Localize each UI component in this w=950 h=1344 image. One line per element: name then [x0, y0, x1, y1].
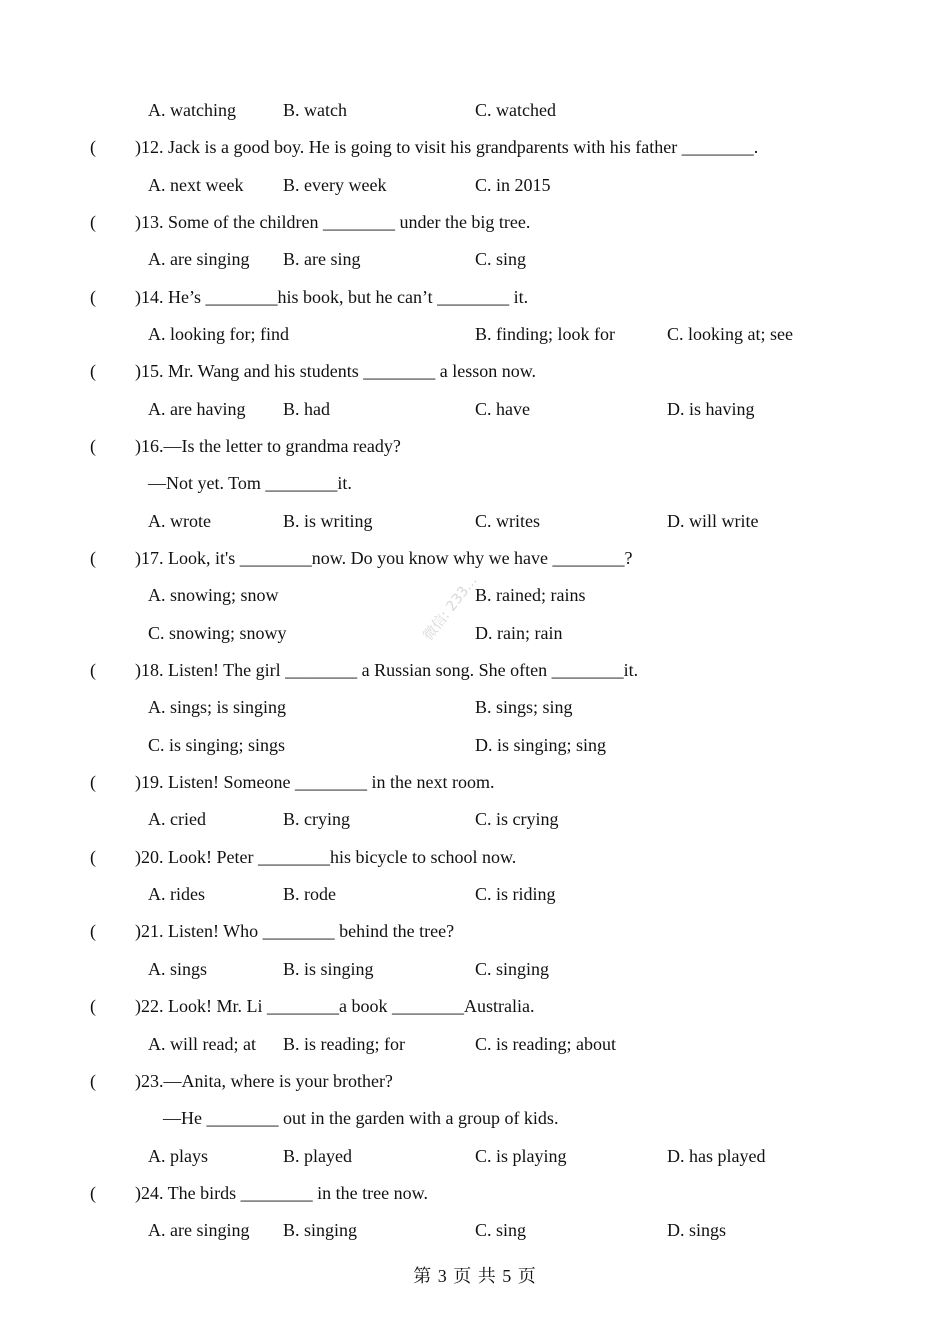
q22-option-b: B. is reading; for	[283, 1034, 405, 1054]
q11-option-c: C. watched	[475, 100, 556, 120]
q17-question: )17. Look, it's ________now. Do you know why we have ________?	[135, 548, 633, 568]
q11-option-a: A. watching	[148, 100, 236, 120]
q14-answer-paren[interactable]: (	[90, 287, 96, 307]
q15-option-b: B. had	[283, 399, 330, 419]
q14-option-c: C. looking at; see	[667, 324, 793, 344]
q13-option-b: B. are sing	[283, 249, 361, 269]
q16-option-b: B. is writing	[283, 511, 373, 531]
q12-answer-paren[interactable]: (	[90, 137, 96, 157]
q18-option-b: B. sings; sing	[475, 697, 573, 717]
q23-answer-paren[interactable]: (	[90, 1071, 96, 1091]
watermark: 微信: 233...	[420, 572, 481, 644]
q19-answer-paren[interactable]: (	[90, 772, 96, 792]
q14-option-a: A. looking for; find	[148, 324, 289, 344]
q24-option-b: B. singing	[283, 1220, 358, 1240]
q22-answer-paren[interactable]: (	[90, 996, 96, 1016]
q16-option-a: A. wrote	[148, 511, 211, 531]
q17-option-b: B. rained; rains	[475, 585, 586, 605]
q18-answer-paren[interactable]: (	[90, 660, 96, 680]
q16-answer-paren[interactable]: (	[90, 436, 96, 456]
q13-option-c: C. sing	[475, 249, 527, 269]
q15-option-a: A. are having	[148, 399, 246, 419]
q19-option-b: B. crying	[283, 809, 350, 829]
q21-answer-paren[interactable]: (	[90, 921, 96, 941]
q21-option-c: C. singing	[475, 959, 550, 979]
q22-option-c: C. is reading; about	[475, 1034, 616, 1054]
q17-answer-paren[interactable]: (	[90, 548, 96, 568]
q14-option-b: B. finding; look for	[475, 324, 615, 344]
q21-option-a: A. sings	[148, 959, 208, 979]
q15-option-d: D. is having	[667, 399, 755, 419]
q23-option-c: C. is playing	[475, 1146, 567, 1166]
q24-question: )24. The birds ________ in the tree now.	[135, 1183, 428, 1203]
q20-option-b: B. rode	[283, 884, 336, 904]
q24-option-c: C. sing	[475, 1220, 527, 1240]
q22-option-a: A. will read; at	[148, 1034, 256, 1054]
q19-question: )19. Listen! Someone ________ in the next room.	[135, 772, 495, 792]
q18-option-a: A. sings; is singing	[148, 697, 287, 717]
q19-option-a: A. cried	[148, 809, 206, 829]
q12-option-c: C. in 2015	[475, 175, 551, 195]
page-footer: 第 3 页 共 5 页	[413, 1266, 537, 1286]
q12-option-b: B. every week	[283, 175, 387, 195]
q21-option-b: B. is singing	[283, 959, 374, 979]
q23-dialogue-line: —He ________ out in the garden with a group of kids.	[163, 1108, 559, 1128]
q11-option-b: B. watch	[283, 100, 347, 120]
q17-option-a: A. snowing; snow	[148, 585, 279, 605]
q18-option-c: C. is singing; sings	[148, 735, 286, 755]
q20-option-c: C. is riding	[475, 884, 556, 904]
q18-option-d: D. is singing; sing	[475, 735, 607, 755]
q17-option-d: D. rain; rain	[475, 623, 563, 643]
q12-question: )12. Jack is a good boy. He is going to visit his grandparents with his father ________.	[135, 137, 759, 157]
q17-option-c: C. snowing; snowy	[148, 623, 287, 643]
q19-option-c: C. is crying	[475, 809, 559, 829]
q15-question: )15. Mr. Wang and his students ________ a lesson now.	[135, 361, 537, 381]
q13-question: )13. Some of the children ________ under the big tree.	[135, 212, 531, 232]
q22-question: )22. Look! Mr. Li ________a book ________Australia.	[135, 996, 535, 1016]
q23-option-a: A. plays	[148, 1146, 208, 1166]
q14-question: )14. He’s ________his book, but he can’t ________ it.	[135, 287, 529, 307]
q24-option-d: D. sings	[667, 1220, 727, 1240]
q15-option-c: C. have	[475, 399, 530, 419]
q23-question: )23.—Anita, where is your brother?	[135, 1071, 393, 1091]
q20-option-a: A. rides	[148, 884, 205, 904]
q13-answer-paren[interactable]: (	[90, 212, 96, 232]
q20-answer-paren[interactable]: (	[90, 847, 96, 867]
q18-question: )18. Listen! The girl ________ a Russian song. She often ________it.	[135, 660, 639, 680]
q23-option-b: B. played	[283, 1146, 352, 1166]
q16-option-c: C. writes	[475, 511, 540, 531]
q16-dialogue-line: —Not yet. Tom ________it.	[148, 473, 352, 493]
q13-option-a: A. are singing	[148, 249, 250, 269]
q21-question: )21. Listen! Who ________ behind the tree?	[135, 921, 455, 941]
q12-option-a: A. next week	[148, 175, 244, 195]
q16-question: )16.—Is the letter to grandma ready?	[135, 436, 401, 456]
q24-option-a: A. are singing	[148, 1220, 250, 1240]
q23-option-d: D. has played	[667, 1146, 766, 1166]
q20-question: )20. Look! Peter ________his bicycle to school now.	[135, 847, 517, 867]
q15-answer-paren[interactable]: (	[90, 361, 96, 381]
q24-answer-paren[interactable]: (	[90, 1183, 96, 1203]
q16-option-d: D. will write	[667, 511, 759, 531]
